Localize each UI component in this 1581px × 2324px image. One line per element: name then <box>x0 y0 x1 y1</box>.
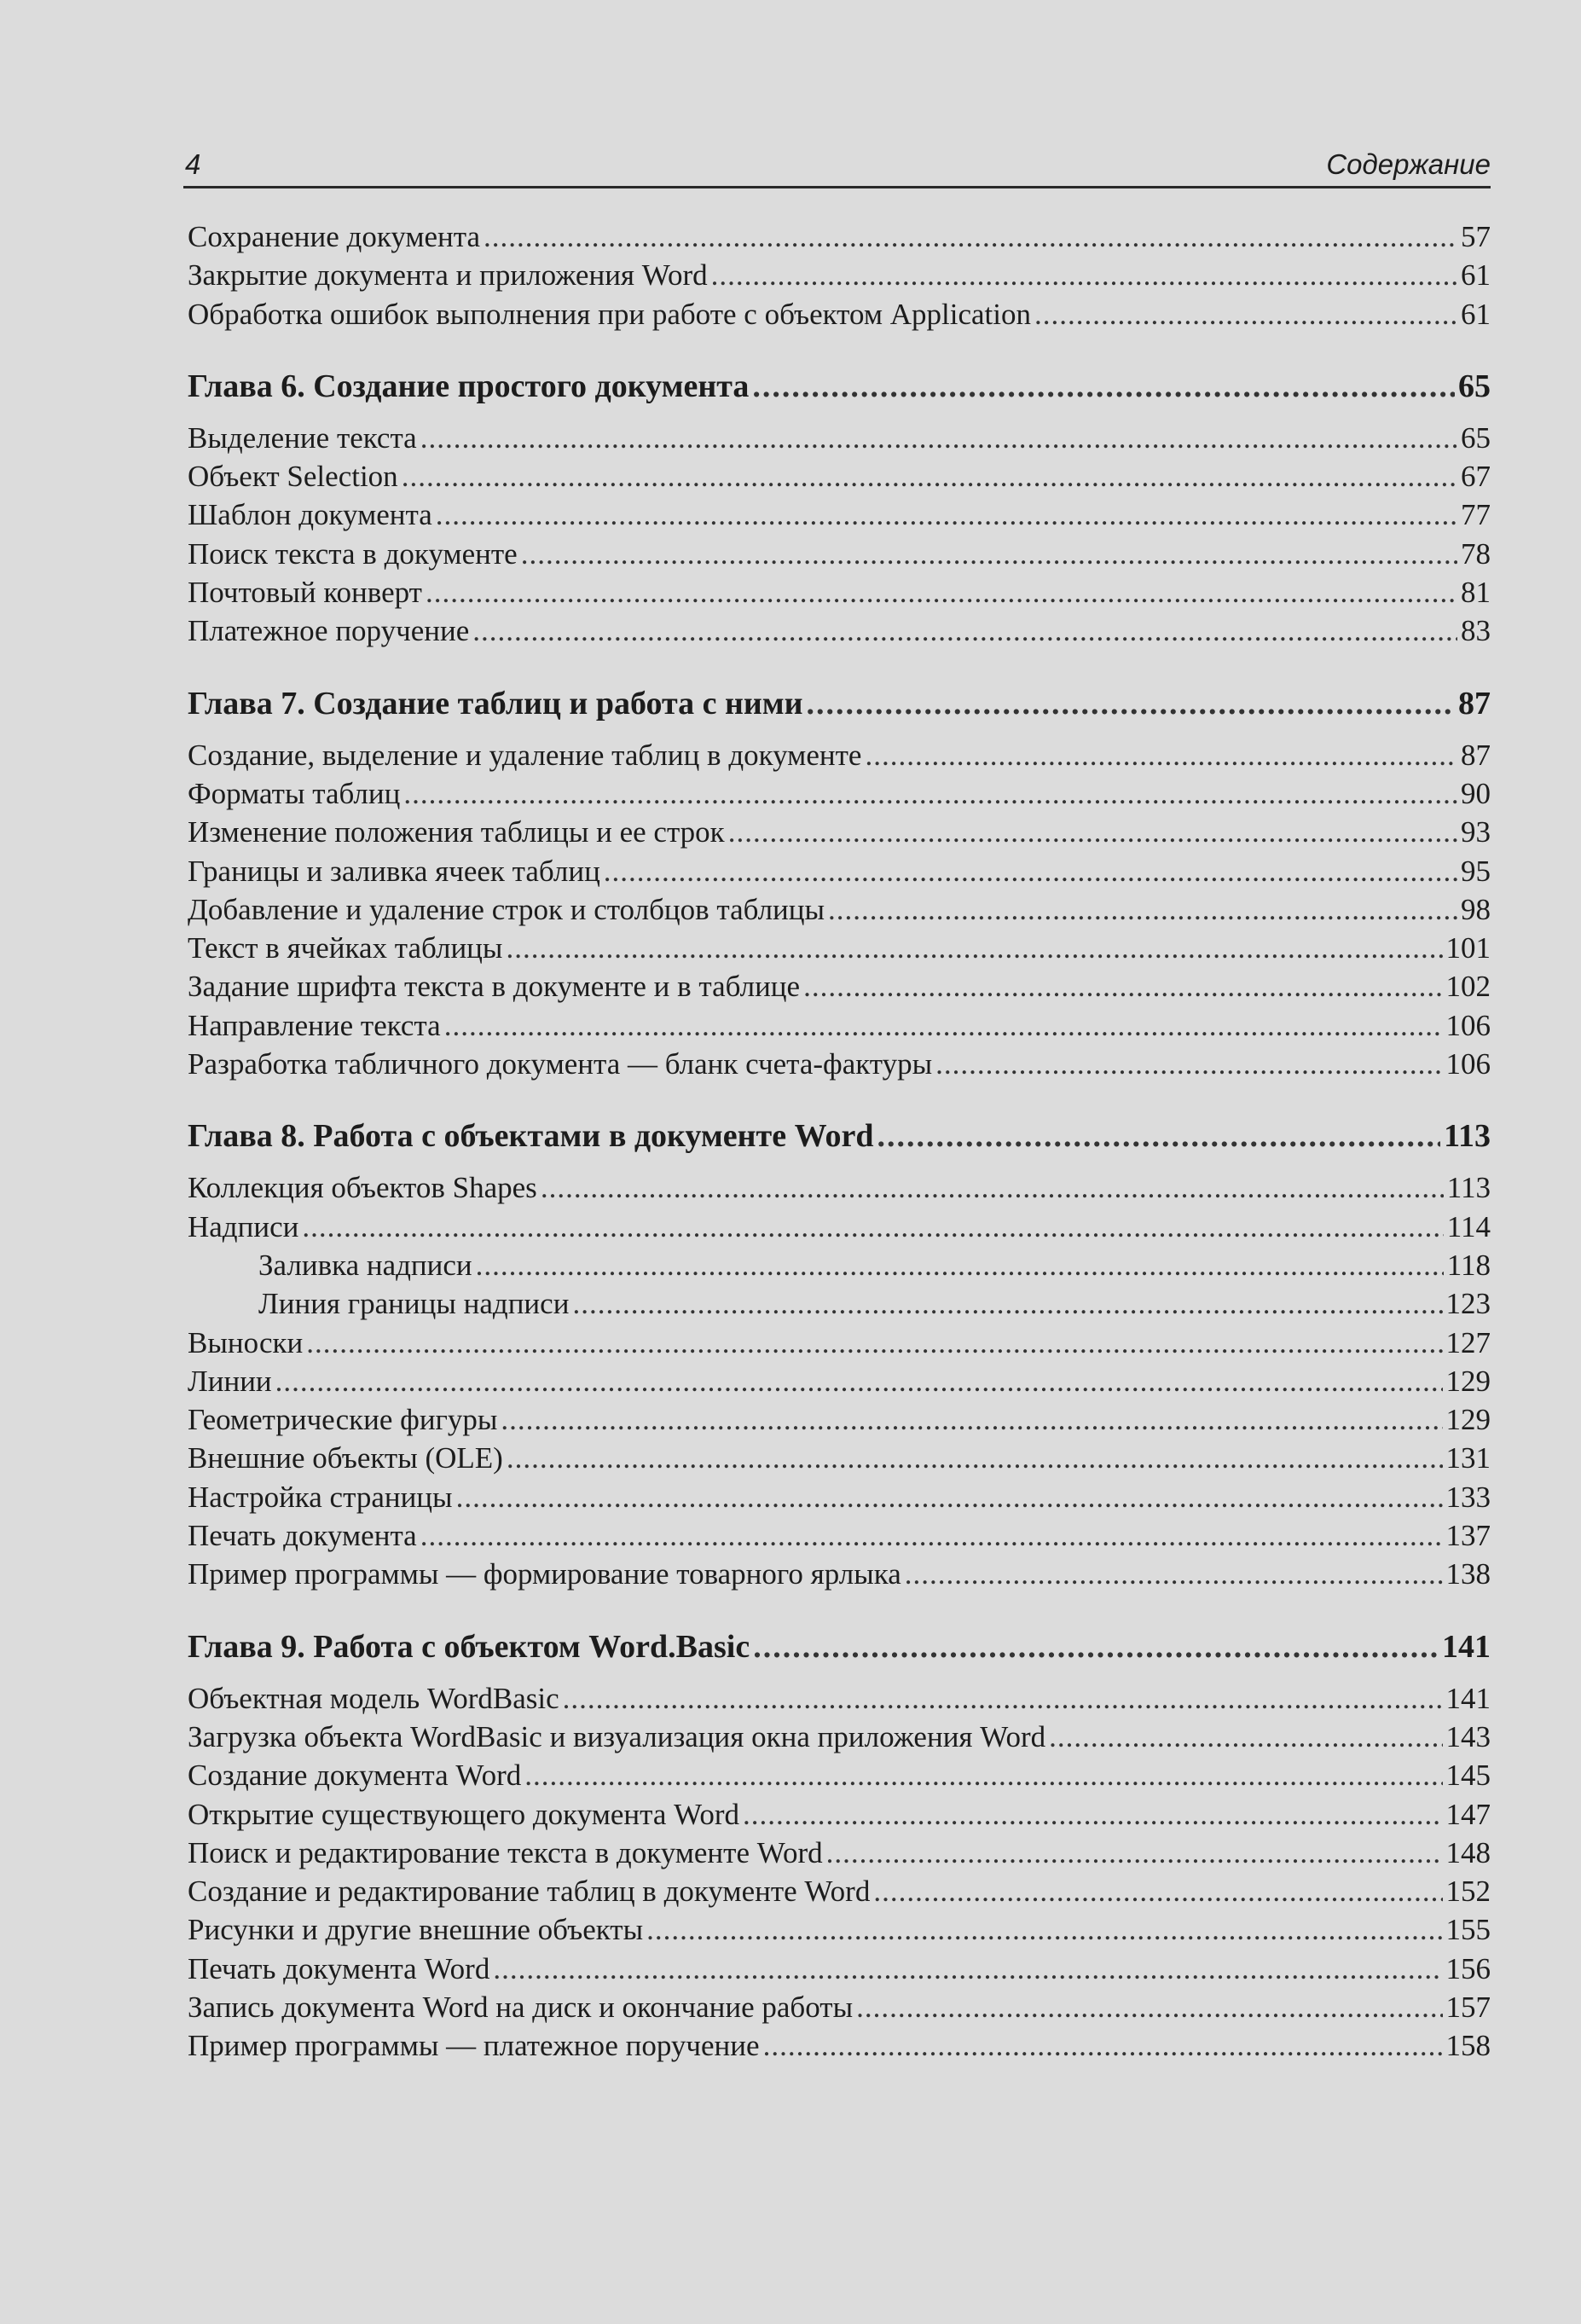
entry-label: Закрытие документа и приложения Word <box>188 258 708 293</box>
entry-label: Платежное поручение <box>188 614 470 648</box>
toc-entry <box>188 852 1491 890</box>
entry-page-number: 133 <box>1445 1480 1491 1514</box>
dot-leader <box>877 1114 1441 1158</box>
entry-label: Форматы таблиц <box>188 776 401 810</box>
entry-label: Выноски <box>188 1325 304 1359</box>
toc-entry <box>188 1988 1491 2026</box>
entry-page-number: 102 <box>1445 970 1491 1004</box>
toc-entry <box>188 1950 1491 1988</box>
entry-label: Разработка табличного документа — бланк счета-фактуры <box>188 1047 933 1081</box>
entry-label: Заливка надписи <box>258 1248 472 1282</box>
toc-entry <box>188 1679 1491 1718</box>
dot-leader <box>1034 295 1457 333</box>
entry-label: Изменение положения таблицы и ее строк <box>188 815 725 849</box>
dot-leader <box>420 419 1457 457</box>
entry-page-number: 114 <box>1446 1209 1491 1243</box>
chapter-page-number: 87 <box>1458 685 1491 722</box>
chapter-block <box>188 364 1491 651</box>
toc-entry <box>188 1910 1491 1949</box>
chapter-title: Глава 6. Создание простого документа <box>188 368 750 404</box>
entry-page-number: 61 <box>1461 258 1491 293</box>
entry-label: Выделение текста <box>188 420 417 455</box>
toc-entry <box>188 774 1491 813</box>
entry-page-number: 129 <box>1445 1364 1491 1398</box>
dot-leader <box>506 929 1442 967</box>
dot-leader <box>493 1950 1442 1988</box>
entry-page-number: 127 <box>1445 1325 1491 1359</box>
toc-entry <box>188 1555 1491 1593</box>
entry-page-number: 158 <box>1445 2029 1491 2063</box>
entry-page-number: 118 <box>1446 1248 1491 1282</box>
entry-page-number: 90 <box>1461 776 1491 810</box>
dot-leader <box>275 1362 1443 1400</box>
toc-subentry <box>188 1246 1491 1284</box>
entry-label: Геометрические фигуры <box>188 1403 498 1437</box>
entry-label: Создание, выделение и удаление таблиц в документе <box>188 738 862 772</box>
dot-leader <box>807 681 1455 726</box>
toc-entry <box>188 217 1491 256</box>
entry-label: Настройка страницы <box>188 1480 453 1514</box>
dot-leader <box>1049 1718 1442 1756</box>
entry-page-number: 83 <box>1461 614 1491 648</box>
toc-entry <box>188 1872 1491 1910</box>
entry-page-number: 123 <box>1445 1287 1491 1321</box>
entry-page-number: 57 <box>1461 220 1491 253</box>
entry-page-number: 87 <box>1461 738 1491 772</box>
toc-chapter-heading <box>188 1625 1491 1669</box>
dot-leader <box>403 774 1457 813</box>
toc-entry <box>188 611 1491 650</box>
dot-leader <box>763 2026 1443 2065</box>
entry-label: Коллекция объектов Shapes <box>188 1171 537 1205</box>
entry-page-number: 65 <box>1461 420 1491 455</box>
dot-leader <box>935 1045 1442 1083</box>
dot-leader <box>541 1168 1444 1207</box>
entry-label: Создание и редактирование таблиц в документе Word <box>188 1875 871 1909</box>
toc-entry <box>188 1718 1491 1756</box>
table-of-contents <box>188 217 1491 2066</box>
toc-entry <box>188 1834 1491 1872</box>
dot-leader <box>803 967 1442 1006</box>
toc-entry <box>188 1324 1491 1362</box>
entry-page-number: 81 <box>1461 576 1491 610</box>
chapter-title: Глава 8. Работа с объектами в документе Word <box>188 1118 874 1155</box>
toc-chapters <box>188 364 1491 2066</box>
chapter-block <box>188 1114 1491 1593</box>
entry-page-number: 78 <box>1461 536 1491 571</box>
dot-leader <box>828 890 1457 929</box>
toc-entry <box>188 736 1491 774</box>
entry-page-number: 131 <box>1445 1441 1491 1475</box>
dot-leader <box>444 1006 1443 1045</box>
entry-page-number: 106 <box>1445 1047 1491 1081</box>
toc-entry <box>188 256 1491 294</box>
dot-leader <box>905 1555 1443 1593</box>
toc-entry <box>188 1400 1491 1439</box>
toc-entry <box>188 1795 1491 1834</box>
entry-page-number: 93 <box>1461 815 1491 849</box>
toc-entry <box>188 1362 1491 1400</box>
dot-leader <box>524 1756 1442 1794</box>
entry-label: Пример программы — формирование товарного ярлыка <box>188 1557 901 1591</box>
entry-page-number: 147 <box>1445 1797 1491 1831</box>
entry-page-number: 67 <box>1461 460 1491 494</box>
toc-entry <box>188 1439 1491 1477</box>
dot-leader <box>306 1324 1442 1362</box>
entry-page-number: 157 <box>1445 1990 1491 2024</box>
chapter-page-number: 65 <box>1458 368 1491 404</box>
dot-leader <box>646 1910 1442 1949</box>
dot-leader <box>856 1988 1442 2026</box>
chapter-page-number: 113 <box>1444 1118 1491 1155</box>
dot-leader <box>826 1834 1443 1872</box>
entry-label: Внешние объекты (OLE) <box>188 1441 503 1475</box>
chapter-title: Глава 9. Работа с объектом Word.Basic <box>188 1628 750 1665</box>
dot-leader <box>572 1284 1442 1323</box>
entry-label: Объектная модель WordBasic <box>188 1681 559 1715</box>
toc-entry <box>188 929 1491 967</box>
entry-label: Добавление и удаление строк и столбцов таблицы <box>188 892 825 926</box>
page-number: 4 <box>185 148 201 180</box>
entry-label: Поиск текста в документе <box>188 536 518 571</box>
toc-entry <box>188 967 1491 1006</box>
dot-leader <box>743 1795 1442 1834</box>
entry-page-number: 141 <box>1445 1681 1491 1715</box>
entry-page-number: 148 <box>1445 1835 1491 1869</box>
dot-leader <box>402 457 1457 496</box>
entry-page-number: 156 <box>1445 1951 1491 1985</box>
chapter-title: Глава 7. Создание таблиц и работа с ними <box>188 685 803 722</box>
dot-leader <box>426 573 1457 611</box>
toc-chapter-heading <box>188 681 1491 726</box>
toc-entry <box>188 813 1491 851</box>
dot-leader <box>456 1478 1443 1516</box>
chapter-block <box>188 681 1491 1084</box>
entry-page-number: 113 <box>1446 1171 1491 1205</box>
toc-entry <box>188 295 1491 333</box>
entry-page-number: 152 <box>1445 1875 1491 1909</box>
entry-label: Надписи <box>188 1209 299 1243</box>
entry-label: Почтовый конверт <box>188 576 422 610</box>
dot-leader <box>873 1872 1442 1910</box>
toc-chapter-heading <box>188 364 1491 409</box>
entry-label: Объект Selection <box>188 460 398 494</box>
toc-subentry <box>188 1284 1491 1323</box>
dot-leader <box>476 1246 1444 1284</box>
entry-label: Текст в ячейках таблицы <box>188 931 503 965</box>
dot-leader <box>604 852 1457 890</box>
entry-label: Запись документа Word на диск и окончание работы <box>188 1990 854 2024</box>
dot-leader <box>501 1400 1442 1439</box>
dot-leader <box>472 611 1457 650</box>
toc-entry <box>188 496 1491 534</box>
entry-label: Поиск и редактирование текста в документе Word <box>188 1835 823 1869</box>
entry-page-number: 155 <box>1445 1913 1491 1947</box>
toc-entry <box>188 1478 1491 1516</box>
toc-entry <box>188 535 1491 573</box>
toc-chapter-heading <box>188 1114 1491 1158</box>
entry-page-number: 129 <box>1445 1403 1491 1437</box>
dot-leader <box>436 496 1457 534</box>
entry-label: Создание документа Word <box>188 1759 522 1793</box>
entry-label: Шаблон документа <box>188 498 432 532</box>
toc-entry <box>188 1756 1491 1794</box>
entry-label: Загрузка объекта WordBasic и визуализация окна приложения Word <box>188 1719 1046 1753</box>
dot-leader <box>563 1679 1443 1718</box>
entry-label: Сохранение документа <box>188 220 481 253</box>
entry-label: Открытие существующего документа Word <box>188 1797 740 1831</box>
chapter-block <box>188 1625 1491 2066</box>
toc-entry <box>188 1045 1491 1083</box>
dot-leader <box>753 1625 1439 1669</box>
entry-page-number: 106 <box>1445 1008 1491 1042</box>
dot-leader <box>302 1208 1443 1246</box>
entry-page-number: 98 <box>1461 892 1491 926</box>
dot-leader <box>865 736 1457 774</box>
entry-label: Линии <box>188 1364 272 1398</box>
entry-page-number: 61 <box>1461 297 1491 331</box>
entry-page-number: 145 <box>1445 1759 1491 1793</box>
entry-label: Задание шрифта текста в документе и в таблице <box>188 970 801 1004</box>
entry-label: Печать документа Word <box>188 1951 490 1985</box>
toc-entry <box>188 2026 1491 2065</box>
dot-leader <box>420 1516 1443 1555</box>
toc-entry <box>188 573 1491 611</box>
chapter-page-number: 141 <box>1442 1628 1491 1665</box>
toc-entry <box>188 1208 1491 1246</box>
entry-page-number: 101 <box>1445 931 1491 965</box>
toc-entry <box>188 457 1491 496</box>
entry-page-number: 95 <box>1461 854 1491 888</box>
entry-label: Границы и заливка ячеек таблиц <box>188 854 600 888</box>
toc-entry <box>188 1006 1491 1045</box>
entry-page-number: 143 <box>1445 1719 1491 1753</box>
toc-entry <box>188 890 1491 929</box>
entry-label: Рисунки и другие внешние объекты <box>188 1913 644 1947</box>
toc-entry <box>188 419 1491 457</box>
page-header <box>183 138 1491 188</box>
toc-entry <box>188 1516 1491 1555</box>
entry-page-number: 137 <box>1445 1519 1491 1553</box>
dot-leader <box>521 535 1457 573</box>
dot-leader <box>507 1439 1443 1477</box>
dot-leader <box>752 364 1455 409</box>
entry-page-number: 77 <box>1461 498 1491 532</box>
entry-label: Пример программы — платежное поручение <box>188 2029 760 2063</box>
entry-label: Печать документа <box>188 1519 417 1553</box>
section-title: Содержание <box>1326 148 1491 180</box>
toc-intro-list <box>188 217 1491 333</box>
entry-label: Направление текста <box>188 1008 441 1042</box>
entry-page-number: 138 <box>1445 1557 1491 1591</box>
dot-leader <box>484 217 1457 256</box>
dot-leader <box>728 813 1457 851</box>
entry-label: Обработка ошибок выполнения при работе с объектом Application <box>188 297 1031 331</box>
entry-label: Линия границы надписи <box>258 1287 570 1321</box>
toc-entry <box>188 1168 1491 1207</box>
dot-leader <box>711 256 1457 294</box>
